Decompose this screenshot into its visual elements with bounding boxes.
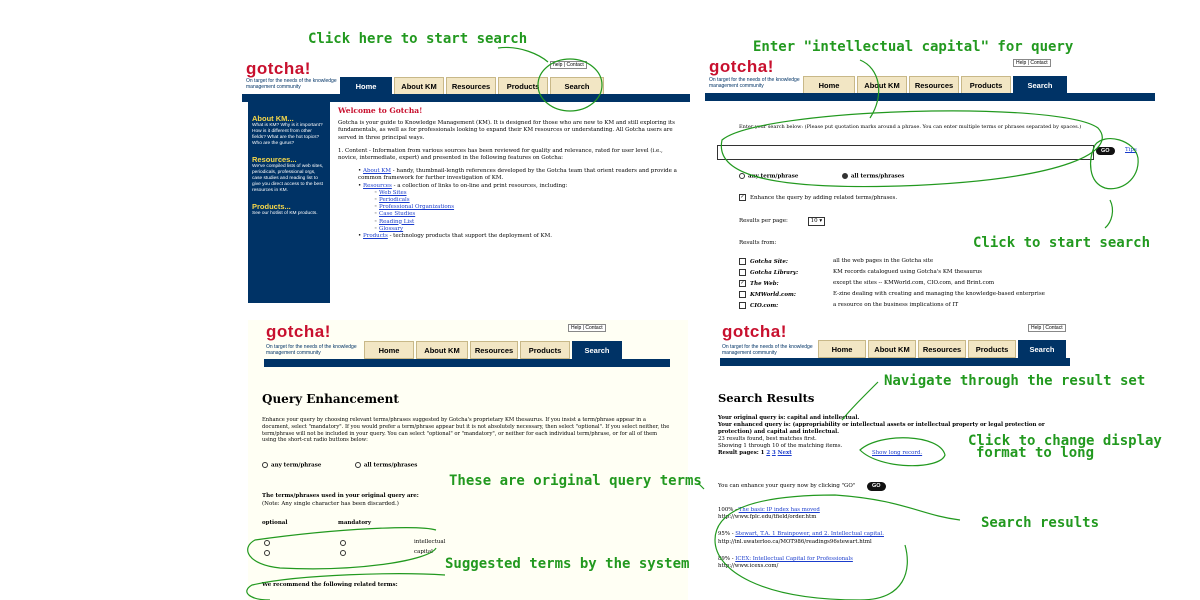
source-row: [739, 302, 1149, 313]
tab-bar: [364, 341, 624, 359]
found-count: 23 results found, best matches first.: [718, 436, 817, 442]
all-label: all terms/phrases: [850, 173, 905, 180]
result-url: http://inl.uwaterloo.ca/MOT986/readings96stewart.html: [718, 538, 872, 545]
products-item-text: - technology products that support the deployment of KM.: [387, 233, 553, 240]
contact-text[interactable]: Contact: [1030, 60, 1048, 66]
help-link[interactable]: Help | Contact: [1013, 59, 1051, 67]
about-item-text: - handy, thumbnail-length references developed by the Gotcha team that orient readers and provide a common framework for further investigation of KM.: [358, 168, 677, 182]
any-radio[interactable]: [262, 462, 268, 468]
source-list: [739, 258, 1149, 313]
reading-list-link[interactable]: Reading List: [379, 218, 415, 225]
prof-orgs-link[interactable]: Professional Organizations: [379, 204, 455, 211]
logo[interactable]: gotcha!: [266, 322, 331, 341]
tab-products[interactable]: Products: [520, 341, 570, 359]
term-label: intellectual: [414, 539, 446, 545]
enhance-prompt: You can enhance your query now by clicking "GO": [718, 483, 856, 489]
per-page-label: Results per page:: [739, 218, 788, 224]
tagline: On target for the needs of the knowledge management community: [246, 78, 337, 90]
annotation-search-results: Search results: [981, 515, 1100, 531]
page-1[interactable]: 1: [760, 450, 765, 456]
source-name: Gotcha Site:: [750, 259, 788, 265]
about-km-link[interactable]: About KM: [363, 168, 392, 175]
recommend-title: We recommend the following related terms:: [262, 582, 398, 588]
tab-home[interactable]: Home: [364, 341, 414, 359]
logo[interactable]: gotcha!: [722, 322, 787, 341]
results-from-label: Results from:: [739, 240, 777, 246]
tab-search[interactable]: Search: [1018, 340, 1066, 358]
web-sites-link[interactable]: Web Sites: [379, 189, 407, 196]
sidebar-title-about[interactable]: About KM...: [252, 114, 294, 123]
source-desc: all the web pages in the Gotcha site: [833, 258, 934, 264]
enhance-intro: Enhance your query by choosing relevant terms/phrases suggested by Gotcha's proprietary KM thesaurus. If you insist a term/phrase appear in a document, select "mandatory". If you would prefer a term/phrase appear but it is not absolutely necessary, then select "optional". If you select neither, the term/phrase will not be included in your query. You can select "optional" or "mandatory", or neither for each individual term/phrase, or for all of them using the short-cut radio buttons below:: [262, 417, 670, 444]
resources-item-text: - a collection of links to on-line and print resources, including:: [391, 182, 568, 189]
source-desc: except the sites -- KMWorld.com, CIO.com, and Brint.com: [833, 280, 995, 286]
feature-list: [358, 168, 678, 240]
annotation-suggested: Suggested terms by the system: [445, 556, 690, 572]
tab-products[interactable]: Products: [498, 77, 548, 95]
mandatory-radio[interactable]: [340, 540, 346, 546]
enhance-mode: [262, 462, 417, 470]
enhance-prompt-row: [718, 482, 886, 491]
any-label: any term/phrase: [748, 173, 799, 180]
source-row: [739, 280, 1149, 291]
tab-resources[interactable]: Resources: [470, 341, 518, 359]
result-score: 95% -: [718, 531, 736, 538]
source-row: [739, 291, 1149, 302]
tagline: On target for the needs of the knowledge management community: [709, 77, 800, 89]
home-content: [338, 107, 678, 240]
optional-radio[interactable]: [264, 550, 270, 556]
enhanced-query: Your enhanced query is: (appropriability or intellectual assets or intellectual property or legal protection or protection) and capital and intellectual.: [718, 422, 1045, 435]
annotation-original-terms: These are original query terms: [449, 473, 702, 489]
result-title-link[interactable]: ICEX: Intellectual Capital for Professionals: [735, 555, 853, 562]
result-score: 100% -: [718, 507, 739, 513]
sidebar-text-products: See our hotlist of KM products.: [252, 211, 318, 216]
sublink-item: ◦ Case Studies: [374, 211, 416, 218]
nav-bar: [705, 93, 1155, 101]
any-radio[interactable]: [739, 173, 745, 179]
per-page-select[interactable]: 10 ▾: [808, 217, 826, 226]
tab-about-km[interactable]: About KM: [857, 76, 907, 94]
source-desc: E-zine dealing with creating and managing the knowledge-based enterprise: [833, 291, 1045, 297]
per-page-value: 10: [810, 218, 818, 224]
sublink-item: ◦ Professional Organizations: [374, 204, 455, 211]
source-checkbox[interactable]: [739, 302, 746, 309]
welcome-heading: Welcome to Gotcha!: [338, 106, 423, 115]
optional-radio[interactable]: [264, 540, 270, 546]
help-text[interactable]: Help: [1031, 325, 1042, 331]
all-label: all terms/phrases: [363, 462, 418, 469]
all-radio[interactable]: [842, 173, 848, 179]
tab-home[interactable]: Home: [818, 340, 866, 358]
tab-products[interactable]: Products: [968, 340, 1016, 358]
annotation-click-start: Click to start search: [973, 235, 1151, 251]
result-title-link[interactable]: The basic IP index has moved: [738, 507, 820, 513]
result-score: 89% -: [718, 555, 736, 562]
annotation-format-long: format to long: [976, 445, 1095, 461]
search-instructions: Enter your search below: (Please put quotation marks around a phrase. You can enter multiple terms or phrases separated by spaces.): [739, 124, 1082, 130]
tab-resources[interactable]: Resources: [909, 76, 959, 94]
any-label: any term/phrase: [271, 462, 322, 469]
help-link[interactable]: Help | Contact: [1028, 324, 1066, 332]
tab-search[interactable]: Search: [1013, 76, 1067, 94]
tab-about-km[interactable]: About KM: [416, 341, 468, 359]
contact-text[interactable]: Contact: [585, 325, 603, 331]
tab-search[interactable]: Search: [572, 341, 622, 359]
help-text[interactable]: Help: [1016, 60, 1027, 66]
tagline: On target for the needs of the knowledge management community: [266, 344, 357, 356]
source-checkbox[interactable]: [739, 269, 746, 276]
per-page-row: [739, 217, 825, 226]
term-row: [262, 539, 482, 548]
tips-link[interactable]: Tips: [1125, 147, 1137, 153]
logo[interactable]: gotcha!: [709, 57, 774, 76]
sublink-item: ◦ Web Sites: [374, 189, 407, 196]
source-name: The Web:: [750, 281, 779, 287]
go-button[interactable]: GO: [867, 482, 886, 491]
case-studies-link[interactable]: Case Studies: [379, 211, 416, 218]
periodicals-link[interactable]: Periodicals: [379, 197, 410, 204]
source-name: KMWorld.com:: [750, 292, 796, 298]
search-mode: [739, 173, 904, 181]
source-row: [739, 269, 1149, 280]
tab-home[interactable]: Home: [340, 77, 392, 95]
annotation-change-display: Click to change display: [968, 433, 1162, 449]
products-item: • Products - technology products that support the deployment of KM.: [358, 233, 553, 240]
tab-bar: [818, 340, 1068, 358]
tab-bar: [803, 76, 1069, 94]
help-text[interactable]: help: [553, 62, 563, 68]
used-note: (Note: Any single character has been discarded.): [262, 501, 399, 507]
source-name: Gotcha Library:: [750, 270, 799, 276]
tab-home[interactable]: Home: [803, 76, 855, 94]
next-link[interactable]: Next: [777, 450, 792, 456]
result-item: [718, 556, 1058, 570]
col-optional: optional: [262, 520, 288, 526]
help-text[interactable]: Help: [571, 325, 582, 331]
source-checkbox[interactable]: ✓: [740, 280, 745, 286]
help-link[interactable]: help | Contact: [550, 61, 587, 69]
show-long-link[interactable]: Show long record.: [872, 450, 923, 456]
source-checkbox[interactable]: [739, 291, 746, 298]
tab-about-km[interactable]: About KM: [868, 340, 916, 358]
original-query: Your original query is: capital and intellectual.: [718, 415, 860, 421]
result-title-link[interactable]: Stewart, T.A. 1 Brainpower, and 2. Intellectual capital.: [735, 531, 884, 538]
enhance-option: [739, 194, 897, 202]
pages-label: Result pages:: [718, 450, 759, 456]
sidebar-text-about: What is KM? Why is it important? How is it different from other fields? What are the hot topics? Who are the gurus?: [252, 123, 323, 146]
intro-text: Gotcha is your guide to Knowledge Management (KM). It is designed for those who are new to KM and still exploring its fundamentals, as well as for professionals looking to expand their KM resources or understanding. All Gotcha users are served in three principal ways.: [338, 120, 675, 141]
mandatory-radio[interactable]: [340, 550, 346, 556]
point-one: 1. Content - Information from various sources has been reviewed for quality and relevance, rated for user level (i.e., novice, intermediate, expert) and presented in the following features on Gotcha:: [338, 147, 663, 162]
tab-bar: [340, 77, 606, 95]
result-url: http://www.fplc.edu/tfield/order.htm: [718, 514, 817, 521]
resources-item: • Resources - a collection of links to on-line and print resources, including:: [358, 182, 568, 189]
page-2[interactable]: 2: [766, 450, 771, 456]
sublink-item: ◦ Glossary: [374, 225, 404, 232]
tab-resources[interactable]: Resources: [918, 340, 966, 358]
go-button[interactable]: GO: [1096, 147, 1115, 155]
sidebar-title-resources[interactable]: Resources...: [252, 155, 297, 164]
source-row: [739, 258, 1149, 269]
result-item: [718, 531, 1058, 545]
annotation-start-search: Click here to start search: [308, 31, 528, 47]
results-title: Search Results: [718, 391, 815, 405]
sidebar-title-products[interactable]: Products...: [252, 202, 291, 211]
search-input[interactable]: [717, 145, 1094, 160]
annotation-navigate: Navigate through the result set: [884, 373, 1146, 389]
sublinks: [374, 190, 678, 233]
enhance-checkbox[interactable]: ✓: [740, 194, 745, 200]
tab-search[interactable]: Search: [550, 77, 604, 95]
source-desc: KM records catalogued using Gotcha's KM thesaurus: [833, 269, 982, 275]
products-link[interactable]: Products: [363, 233, 388, 240]
nav-bar: [720, 358, 1070, 366]
sidebar-text-resources: We've compiled lists of web sites, periodicals, professional orgs, case studies and reading list to give you direct access to the best resources in KM.: [252, 164, 324, 193]
help-link[interactable]: Help | Contact: [568, 324, 606, 332]
enhance-title: Query Enhancement: [262, 392, 399, 406]
nav-bar: [264, 359, 670, 367]
annotation-enter-query: Enter "intellectual capital" for query: [753, 39, 1074, 55]
term-label: capital: [414, 549, 433, 555]
tagline: On target for the needs of the knowledge management community: [722, 344, 813, 356]
sublink-item: ◦ Reading List: [374, 218, 415, 225]
all-radio[interactable]: [355, 462, 361, 468]
about-item: • About KM - handy, thumbnail-length references developed by the Gotcha team that orient readers and provide a common framework for further investigation of KM.: [358, 168, 677, 182]
source-checkbox[interactable]: [739, 258, 746, 265]
home-panel: [242, 55, 690, 303]
source-desc: a resource on the business implications of IT: [833, 302, 959, 308]
glossary-link[interactable]: Glossary: [379, 225, 404, 232]
source-name: CIO.com:: [750, 303, 779, 309]
contact-text[interactable]: Contact: [566, 62, 584, 68]
sublink-item: ◦ Periodicals: [374, 197, 410, 204]
resources-link[interactable]: Resources: [363, 182, 392, 189]
showing-range: Showing 1 through 10 of the matching items.: [718, 443, 843, 449]
tab-products[interactable]: Products: [961, 76, 1011, 94]
tab-resources[interactable]: Resources: [446, 77, 496, 95]
sidebar: [248, 102, 330, 303]
logo[interactable]: gotcha!: [246, 59, 311, 78]
enhance-label: Enhance the query by adding related terms/phrases.: [750, 195, 898, 201]
nav-bar: [242, 94, 690, 102]
search-panel: [705, 55, 1155, 309]
page-3[interactable]: 3: [771, 450, 776, 456]
col-mandatory: mandatory: [338, 520, 372, 526]
used-title: The terms/phrases used in your original query are:: [262, 493, 419, 499]
tab-about-km[interactable]: About KM: [394, 77, 444, 95]
result-url: http://www.icexs.com/: [718, 563, 779, 570]
contact-text[interactable]: Contact: [1045, 325, 1063, 331]
